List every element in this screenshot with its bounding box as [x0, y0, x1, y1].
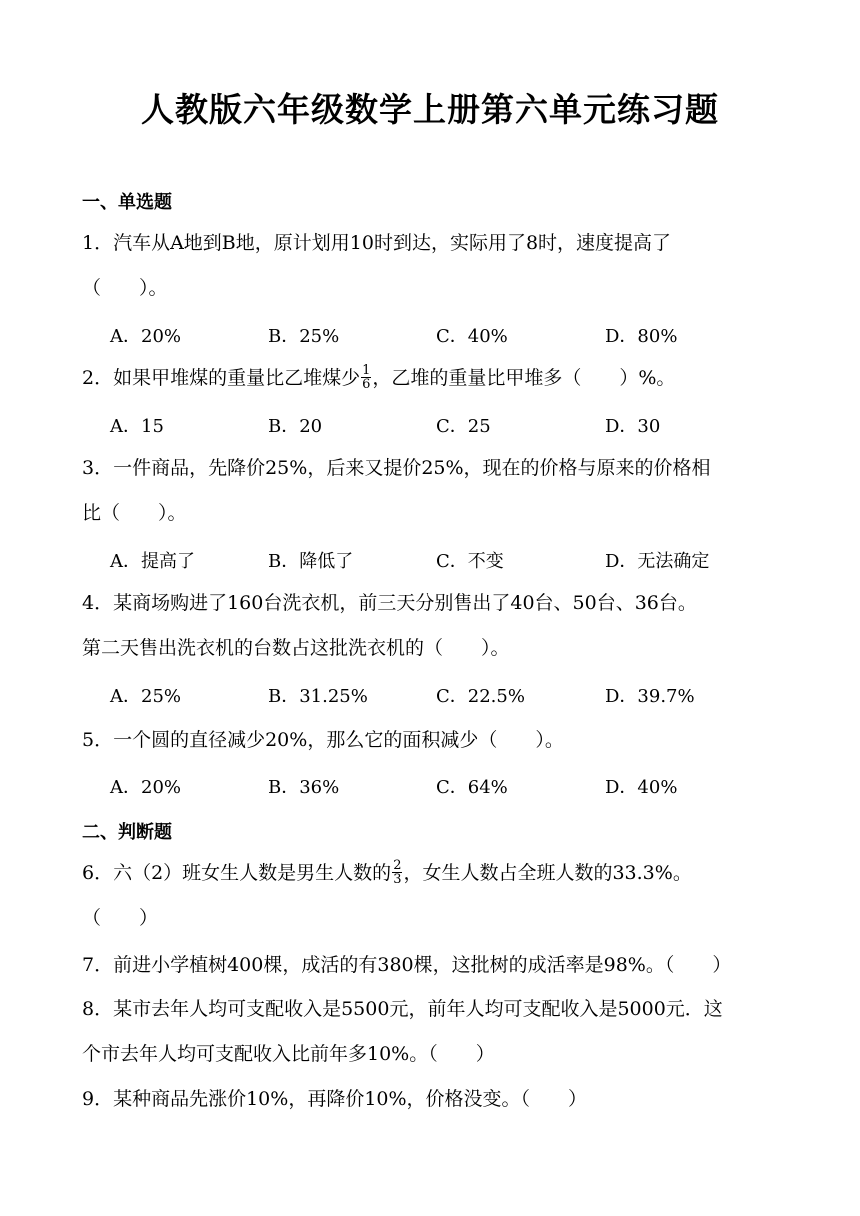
question-9-text: 9．某种商品先涨价10%，再降价10%，价格没变。（ ） — [82, 1088, 588, 1110]
option-b: B．25% — [268, 326, 340, 347]
option-a: A．15 — [110, 416, 164, 437]
option-c: C．22.5% — [436, 686, 525, 707]
question-8-text: 8．某市去年人均可支配收入是5500元，前年人均可支配收入是5000元．这 — [82, 998, 723, 1020]
option-b: B．36% — [268, 777, 340, 798]
option-d: D．40% — [605, 777, 678, 798]
option-c: C．64% — [436, 777, 508, 798]
option-d: D．39.7% — [605, 686, 695, 707]
question-5-text: 5．一个圆的直径减少20%，那么它的面积减少（ ）。 — [82, 729, 564, 751]
option-a: A．25% — [110, 686, 182, 707]
question-2-text — [82, 364, 675, 393]
question-5-options — [110, 773, 810, 799]
option-a: A．20% — [110, 326, 182, 347]
question-3-text-cont: 比（ ）。 — [82, 502, 187, 524]
question-2-text-pre: 2．如果甲堆煤的重量比乙堆煤少 — [82, 367, 361, 389]
option-d: D．80% — [605, 326, 678, 347]
option-c: C．40% — [436, 326, 508, 347]
question-6-text-post: ，女生人数占全班人数的33.3%。 — [403, 862, 692, 884]
option-d: D．30 — [605, 416, 661, 437]
fraction-denominator: 6 — [362, 376, 371, 392]
question-1-text: 1．汽车从A地到B地，原计划用10时到达，实际用了8时，速度提高了 — [82, 232, 672, 254]
question-6-text — [82, 859, 692, 888]
option-a: A．20% — [110, 777, 182, 798]
fraction-denominator: 3 — [393, 871, 402, 887]
question-4-text: 4．某商场购进了160台洗衣机，前三天分别售出了40台、50台、36台。 — [82, 592, 697, 614]
page-title: 人教版六年级数学上册第六单元练习题 — [141, 90, 719, 129]
option-b: B．31.25% — [268, 686, 368, 707]
option-b: B．降低了 — [268, 551, 354, 572]
fraction-numerator: 2 — [393, 857, 402, 873]
section-heading-single-choice: 一、单选题 — [82, 192, 172, 213]
option-c: C．25 — [436, 416, 491, 437]
question-6-text-cont: （ ） — [82, 907, 159, 929]
option-a: A．提高了 — [110, 551, 195, 572]
option-b: B．20 — [268, 416, 323, 437]
fraction-numerator: 1 — [362, 362, 371, 378]
question-4-text-cont: 第二天售出洗衣机的台数占这批洗衣机的（ ）。 — [82, 637, 510, 659]
section-heading-true-false: 二、判断题 — [82, 822, 172, 843]
question-3-text: 3．一件商品，先降价25%，后来又提价25%，现在的价格与原来的价格相 — [82, 457, 711, 479]
question-3-options — [110, 547, 810, 573]
question-2-text-post: ，乙堆的重量比甲堆多（ ）%。 — [372, 367, 676, 389]
question-1-options — [110, 322, 810, 348]
question-2-options — [110, 412, 810, 438]
fraction — [392, 859, 402, 886]
question-4-options — [110, 682, 810, 708]
fraction — [361, 364, 371, 391]
question-1-text-cont: （ ）。 — [82, 277, 168, 299]
question-6-text-pre: 6．六（2）班女生人数是男生人数的 — [82, 862, 392, 884]
option-d: D．无法确定 — [605, 551, 710, 572]
question-7-text: 7．前进小学植树400棵，成活的有380棵，这批树的成活率是98%。（ ） — [82, 954, 732, 976]
option-c: C．不变 — [436, 551, 504, 572]
question-8-text-cont: 个市去年人均可支配收入比前年多10%。（ ） — [82, 1043, 495, 1065]
